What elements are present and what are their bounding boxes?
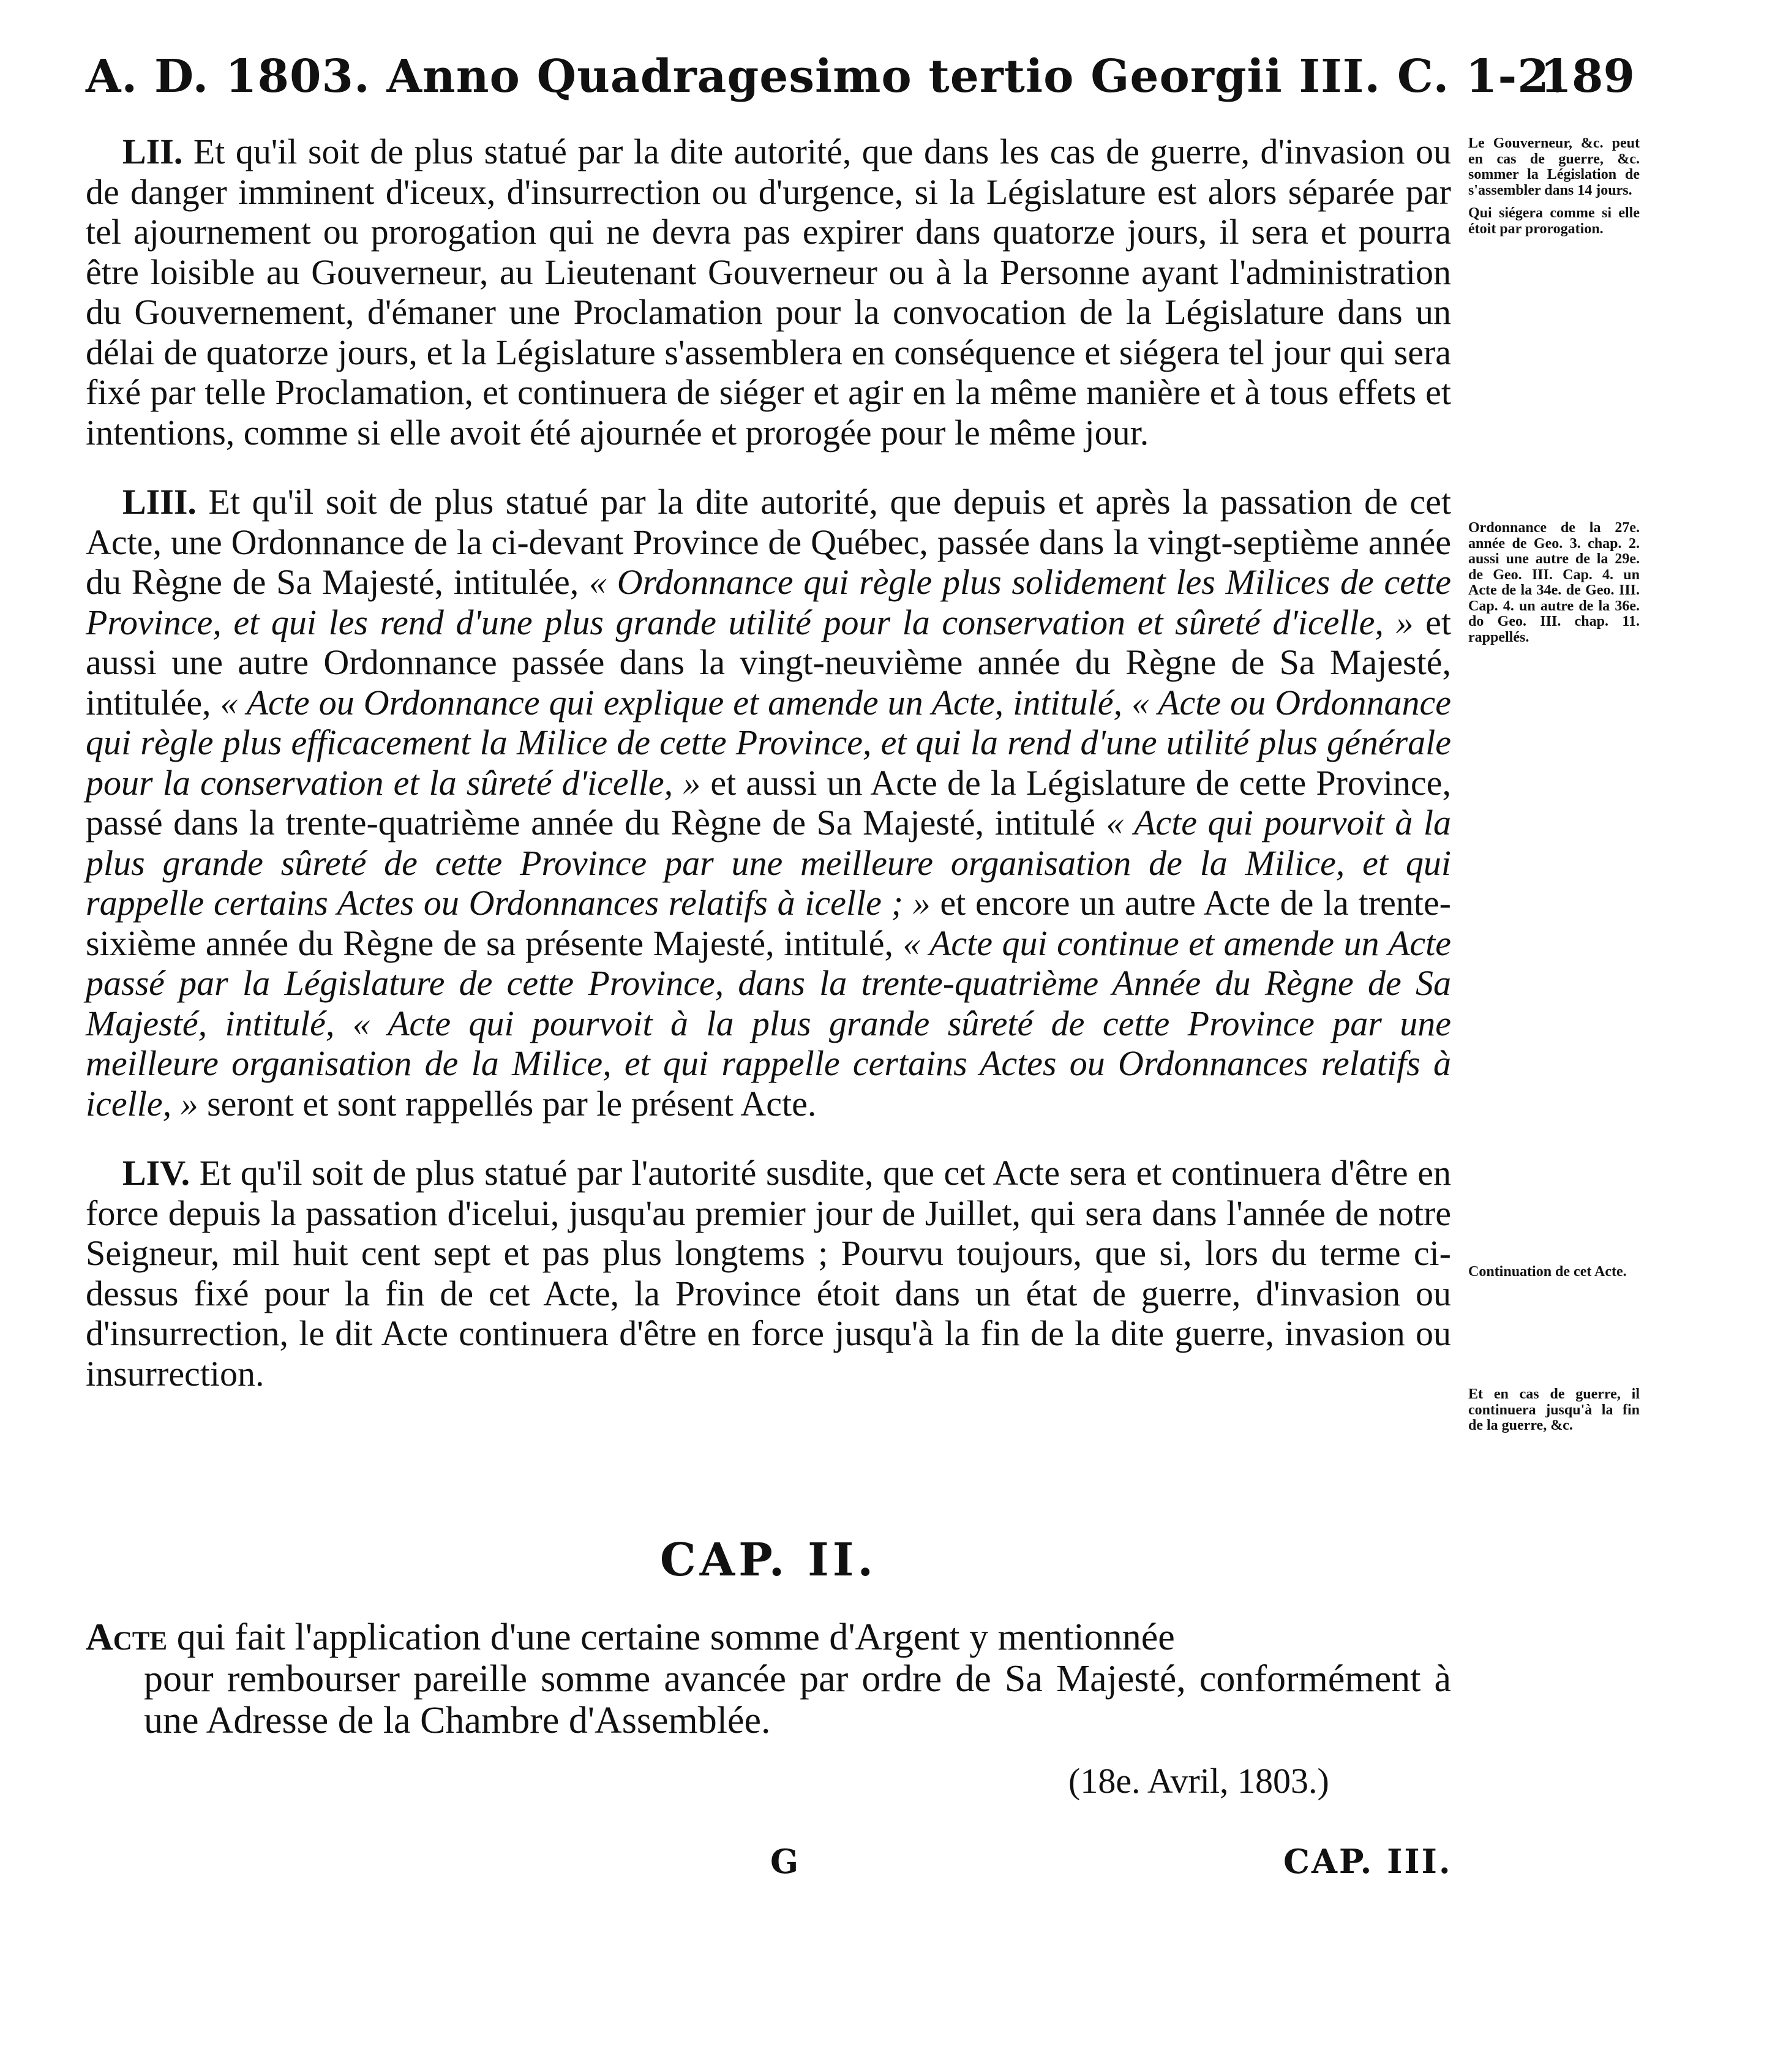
section-text: Et qu'il soit de plus statué par la dite autorité, que dans les cas de guerre, d'invasion ou de danger imminent d'iceux, d'insurrection ou d'urgence, si la Législature est alors séparée par tel ajournement ou prorogation qui ne devra pas expirer dans quatorze jours, il sera et pourra être loisible au Gouverneur, au Lieutenant Gouverneur ou à la Personne ayant l'administration du Gouvernement, d'émaner une Proclamation pour la convocation de la Législature dans un délai de quatorze jours, et la Législature s'assemblera en conséquence et siégera tel jour qui sera fixé par telle Proclamation, et continuera de siéger et agir en la même manière et à tous effets et intentions, comme si elle avoit été ajournée et prorogée pour le même jour. [86, 132, 1452, 452]
chapter-date: (18e. Avril, 1803.) [1068, 1761, 1329, 1801]
section-liii [86, 482, 1451, 1124]
catchword: CAP. III. [1283, 1842, 1452, 1881]
margin-note-liii [1468, 520, 1640, 653]
quoted-title: « Acte ou Ordonnance qui explique et amende un Acte, intitulé, « Acte ou Ordonnance qui règle plus efficacement la Milice de cette Province, et qui la rend d'une utilité plus générale pour la conservation et la sûreté d'icelle, » [86, 682, 1451, 803]
margin-note-liv-proviso [1468, 1387, 1640, 1441]
running-header [86, 44, 1635, 111]
margin-note: Qui siégera comme si elle étoit par prorogation. [1468, 205, 1640, 237]
main-text [86, 132, 1451, 1394]
section-text: et encore un autre Acte de la trente-sixième année du Règne de sa présente Majesté, intitulé, [86, 883, 1451, 963]
margin-note-liv [1468, 1264, 1640, 1288]
section-number: LIV. [122, 1153, 190, 1193]
chapter-title [86, 1616, 1451, 1741]
section-text: Et qu'il soit de plus statué par la dite autorité, que depuis et après la passation de cet Acte, une Ordonnance de la ci-devant Province de Québec, passée dans la vingt-septième année du Règne de Sa Majesté, intitulée, [86, 482, 1451, 602]
section-text: et aussi un Acte de la Législature de cette Province, passé dans la trente-quatrième année du Règne de Sa Majesté, intitulé [86, 762, 1451, 843]
section-text: Et qu'il soit de plus statué par l'autorité susdite, que cet Acte sera et continuera d'être en force depuis la passation d'icelui, jusqu'au premier jour de Juillet, qui sera dans l'année de notre Seigneur, mil huit cent sept et pas plus longtems ; Pourvu toujours, que si, lors du terme ci-dessus fixé pour la fin de cet Acte, la Province étoit dans un état de guerre, d'invasion ou d'insurrection, le dit Acte continuera d'être en force jusqu'à la fin de la dite guerre, invasion ou insurrection. [86, 1153, 1452, 1394]
title-line: qui fait l'application d'une certaine somme d'Argent y mentionnée [167, 1616, 1175, 1658]
signature-mark: G [770, 1842, 799, 1881]
chapter-heading: CAP. II. [659, 1534, 877, 1586]
quoted-title: « Acte qui pourvoit à la plus grande sûreté de cette Province par une meilleure organisation de la Milice, et qui rappelle certains Actes ou Ordonnances relatifs à icelle ; » [86, 803, 1451, 923]
section-liv [86, 1153, 1451, 1394]
section-lii [86, 132, 1451, 452]
section-text: et aussi une autre Ordonnance passée dans la vingt-neuvième année du Règne de Sa Majesté, intitulée, [86, 602, 1451, 723]
margin-note: Et en cas de guerre, il continuera jusqu'à la fin de la guerre, &c. [1468, 1386, 1640, 1433]
title-continuation: pour rembourser pareille somme avancée par ordre de Sa Majesté, conformément à une Adresse de la Chambre d'Assemblée. [144, 1658, 1451, 1741]
margin-note: Le Gouverneur, &c. peut en cas de guerre, &c. sommer la Législation de s'assembler dans 14 jours. [1468, 135, 1640, 198]
margin-note: Ordonnance de la 27e. année de Geo. 3. chap. 2. aussi une autre de la 29e. de Geo. III. Cap. 4. un Acte de la 34e. de Geo. III. Cap. 4. un autre de la 36e. do Geo. III. chap. 11. rappellés. [1468, 520, 1640, 645]
quoted-title: « Acte qui continue et amende un Acte passé par la Législature de cette Province, dans la trente-quatrième Année du Règne de Sa Majesté, intitulé, « Acte qui pourvoit à la plus grande sûreté de cette Province par une meilleure organisation de la Milice, et qui rappelle certains Actes ou Ordonnances relatifs à icelle, » [86, 923, 1451, 1124]
section-number: LII. [122, 132, 183, 171]
section-number: LIII. [122, 482, 197, 522]
margin-note-lii [1468, 136, 1640, 244]
quoted-title: « Ordonnance qui règle plus solidement les Milices de cette Province, et qui les rend d'une plus grande utilité pour la conservation et sûreté d'icelle, » [86, 562, 1451, 642]
header-title: A. D. 1803. Anno Quadragesimo tertio Georgii III. C. 1-2. [86, 50, 1566, 103]
page-number: 189 [1540, 50, 1635, 103]
margin-note: Continuation de cet Acte. [1468, 1264, 1627, 1280]
title-first-word: Acte [86, 1616, 168, 1658]
section-text: seront et sont rappellés par le présent Acte. [198, 1083, 817, 1124]
